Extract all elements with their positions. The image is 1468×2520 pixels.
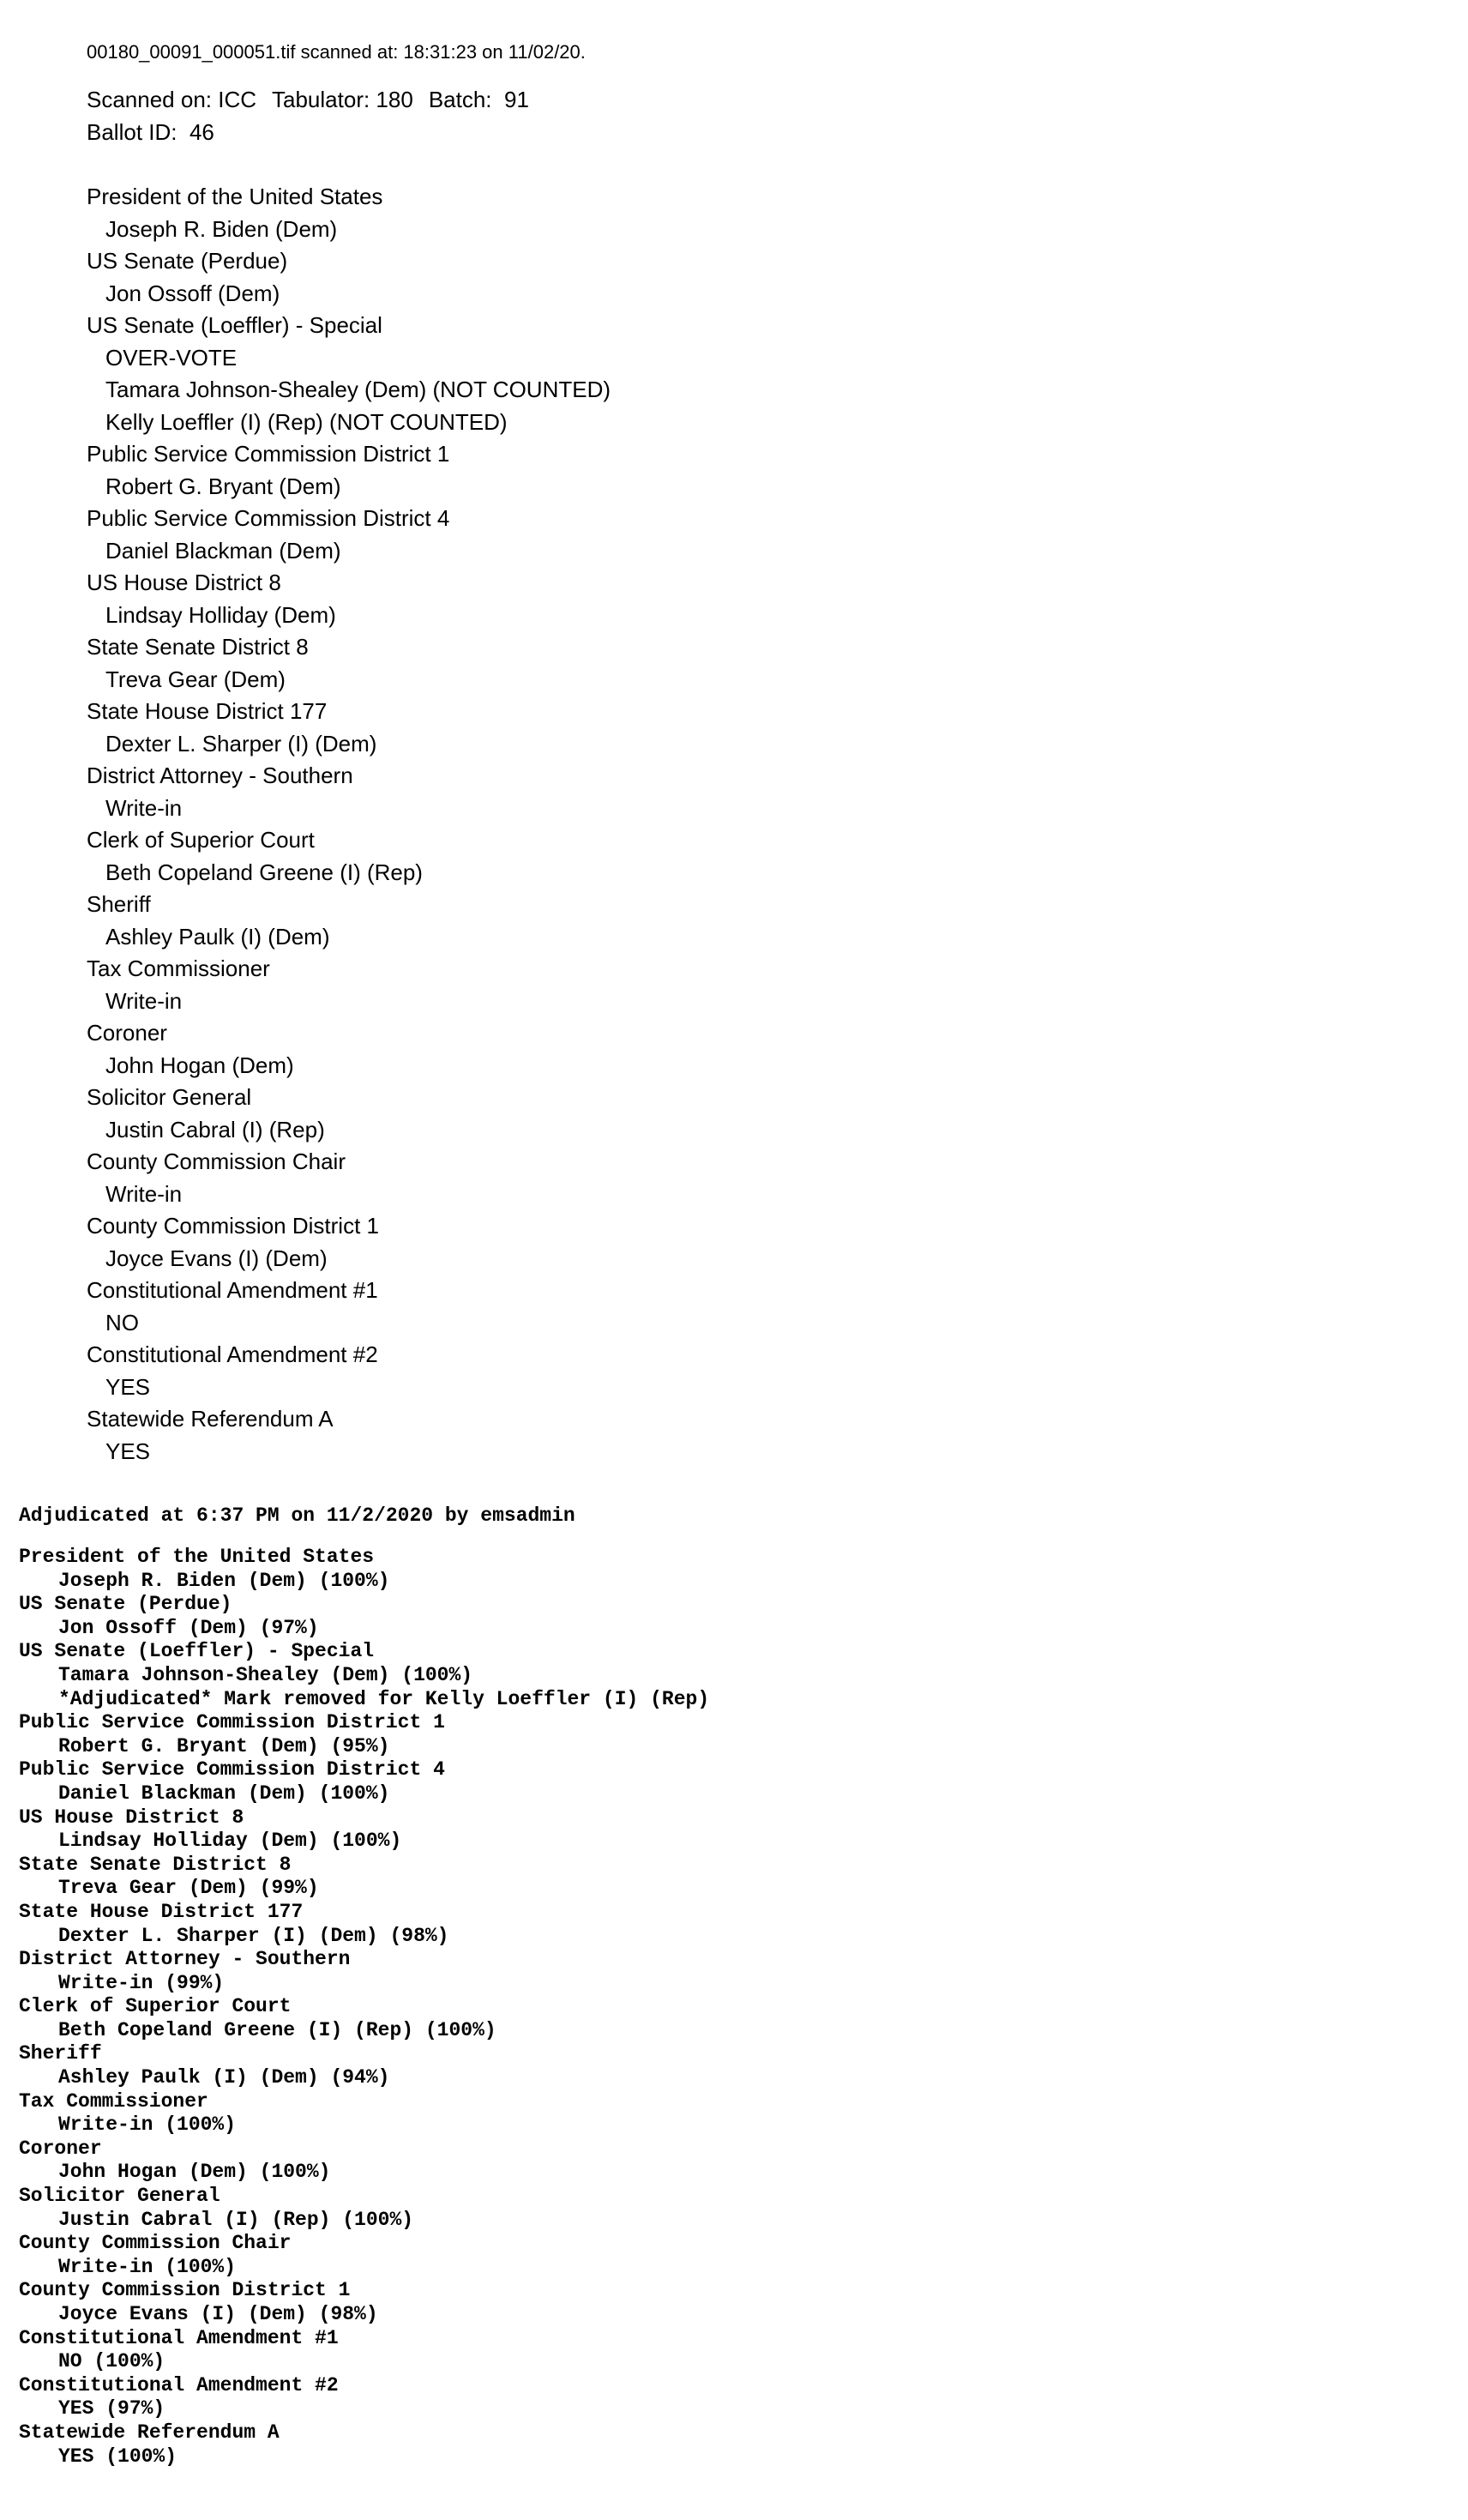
contest-title: State House District 177 <box>19 1900 304 1923</box>
contest-title: US Senate (Loeffler) - Special <box>87 312 382 338</box>
contest-choice: NO <box>105 1309 139 1335</box>
ballot-scan-section <box>87 38 611 1468</box>
contest-title: Constitutional Amendment #1 <box>19 2326 339 2349</box>
contest-choice: NO (100%) <box>58 2350 165 2373</box>
contest-title: County Commission Chair <box>19 2232 292 2255</box>
contest-choice: Dexter L. Sharper (I) (Dem) <box>105 730 377 757</box>
adjudication-header: Adjudicated at 6:37 PM on 11/2/2020 by emsadmin <box>19 1504 575 1527</box>
contest-title: US House District 8 <box>87 570 281 595</box>
contest-title: Solicitor General <box>19 2185 220 2208</box>
contest-title: Clerk of Superior Court <box>87 827 315 853</box>
contest-title: Tax Commissioner <box>87 956 270 981</box>
contest-choice: OVER-VOTE <box>105 344 238 371</box>
contest-choice: Beth Copeland Greene (I) (Rep) <box>105 859 423 885</box>
contest-title: Clerk of Superior Court <box>19 1995 292 2018</box>
contest-title: US Senate (Loeffler) - Special <box>19 1640 375 1663</box>
contest-title: County Commission District 1 <box>19 2279 351 2302</box>
contest-choice: Daniel Blackman (Dem) <box>105 537 341 564</box>
contest-title: State House District 177 <box>87 698 328 724</box>
contest-title: Public Service Commission District 4 <box>19 1758 445 1781</box>
contest-choice: Joyce Evans (I) (Dem) <box>105 1245 328 1271</box>
batch-value: 91 <box>503 87 529 112</box>
tabulator: Tabulator: 180 <box>272 87 413 112</box>
contest-title: Statewide Referendum A <box>19 2421 280 2444</box>
contest-choice: Robert G. Bryant (Dem) <box>105 473 341 499</box>
scanned-on: Scanned on: ICC <box>87 87 257 112</box>
contest-choice: YES (97%) <box>58 2397 165 2421</box>
contest-choice: Dexter L. Sharper (I) (Dem) (98%) <box>58 1924 449 1947</box>
contest-choice: Robert G. Bryant (Dem) (95%) <box>58 1734 390 1757</box>
contest-title: Solicitor General <box>87 1084 252 1110</box>
contest-choice: Ashley Paulk (I) (Dem) (94%) <box>58 2066 390 2089</box>
contest-title: Tax Commissioner <box>19 2089 208 2113</box>
contest-title: District Attorney - Southern <box>87 763 353 788</box>
contest-choice: Tamara Johnson-Shealey (Dem) (100%) <box>58 1663 473 1686</box>
contest-choice: Jon Ossoff (Dem) (97%) <box>58 1616 319 1639</box>
contest-title: Public Service Commission District 4 <box>87 505 450 531</box>
contest-choice: Daniel Blackman (Dem) (100%) <box>58 1781 390 1805</box>
contest-choice: John Hogan (Dem) (100%) <box>58 2161 331 2184</box>
contest-choice: Kelly Loeffler (I) (Rep) (NOT COUNTED) <box>105 408 508 435</box>
contest-title: US House District 8 <box>19 1806 244 1829</box>
contest-title: President of the United States <box>19 1546 375 1568</box>
contest-choice: Tamara Johnson-Shealey (Dem) (NOT COUNTED) <box>105 377 611 402</box>
batch-label: Batch: <box>428 87 492 112</box>
contest-choice: Write-in (99%) <box>58 1971 225 1994</box>
ballot-contest-list <box>87 181 611 1468</box>
contest-choice: YES (100%) <box>58 2445 177 2468</box>
contest-choice: Write-in <box>105 794 183 821</box>
contest-choice: Lindsay Holliday (Dem) (100%) <box>58 1830 402 1853</box>
contest-title: Coroner <box>87 1020 167 1046</box>
contest-choice: *Adjudicated* Mark removed for Kelly Loeffler (I) (Rep) <box>58 1687 710 1710</box>
contest-title: Statewide Referendum A <box>87 1406 334 1432</box>
contest-title: Constitutional Amendment #2 <box>87 1341 378 1367</box>
contest-title: President of the United States <box>87 184 383 209</box>
contest-choice: Write-in <box>105 1180 183 1207</box>
contest-choice: Beth Copeland Greene (I) (Rep) (100%) <box>58 2018 496 2041</box>
contest-choice: Justin Cabral (I) (Rep) (100%) <box>58 2208 414 2231</box>
ballot-id-value: 46 <box>189 118 214 145</box>
ballot-id-label: Ballot ID: <box>87 118 177 145</box>
ballot-id-line <box>87 117 611 149</box>
contest-choice: Write-in <box>105 987 183 1014</box>
contest-choice: Treva Gear (Dem) <box>105 666 286 692</box>
contest-title: Constitutional Amendment #2 <box>19 2373 339 2396</box>
adjudication-contest-list <box>19 1546 709 2469</box>
contest-title: Sheriff <box>87 891 151 917</box>
contest-choice: Jon Ossoff (Dem) <box>105 280 280 306</box>
contest-title: US Senate (Perdue) <box>19 1593 232 1616</box>
contest-choice: Ashley Paulk (I) (Dem) <box>105 923 330 950</box>
scan-meta-line <box>87 84 611 117</box>
contest-title: Public Service Commission District 1 <box>19 1711 445 1734</box>
contest-choice: Write-in (100%) <box>58 2255 237 2278</box>
contest-choice: Joseph R. Biden (Dem) (100%) <box>58 1569 390 1592</box>
contest-choice: Lindsay Holliday (Dem) <box>105 601 336 628</box>
contest-choice: Justin Cabral (I) (Rep) <box>105 1116 325 1142</box>
contest-choice: Write-in (100%) <box>58 2113 237 2137</box>
contest-title: Public Service Commission District 1 <box>87 441 450 467</box>
contest-choice: John Hogan (Dem) <box>105 1052 294 1078</box>
scan-header: 00180_00091_000051.tif scanned at: 18:31:23 on 11/02/20. <box>87 41 586 63</box>
contest-title: Coroner <box>19 2137 102 2160</box>
scan-meta <box>87 84 611 148</box>
contest-title: County Commission Chair <box>87 1148 346 1174</box>
contest-title: State Senate District 8 <box>87 634 309 660</box>
contest-choice: YES <box>105 1373 151 1400</box>
contest-title: County Commission District 1 <box>87 1213 379 1239</box>
contest-title: Constitutional Amendment #1 <box>87 1277 378 1303</box>
contest-title: State Senate District 8 <box>19 1853 292 1876</box>
contest-choice: Treva Gear (Dem) (99%) <box>58 1877 319 1900</box>
contest-choice: Joyce Evans (I) (Dem) (98%) <box>58 2303 378 2325</box>
contest-title: Sheriff <box>19 2042 102 2065</box>
contest-title: District Attorney - Southern <box>19 1948 351 1971</box>
contest-choice: YES <box>105 1438 151 1464</box>
adjudication-section <box>19 1503 709 2469</box>
contest-choice: Joseph R. Biden (Dem) <box>105 215 338 242</box>
contest-title: US Senate (Perdue) <box>87 248 288 274</box>
